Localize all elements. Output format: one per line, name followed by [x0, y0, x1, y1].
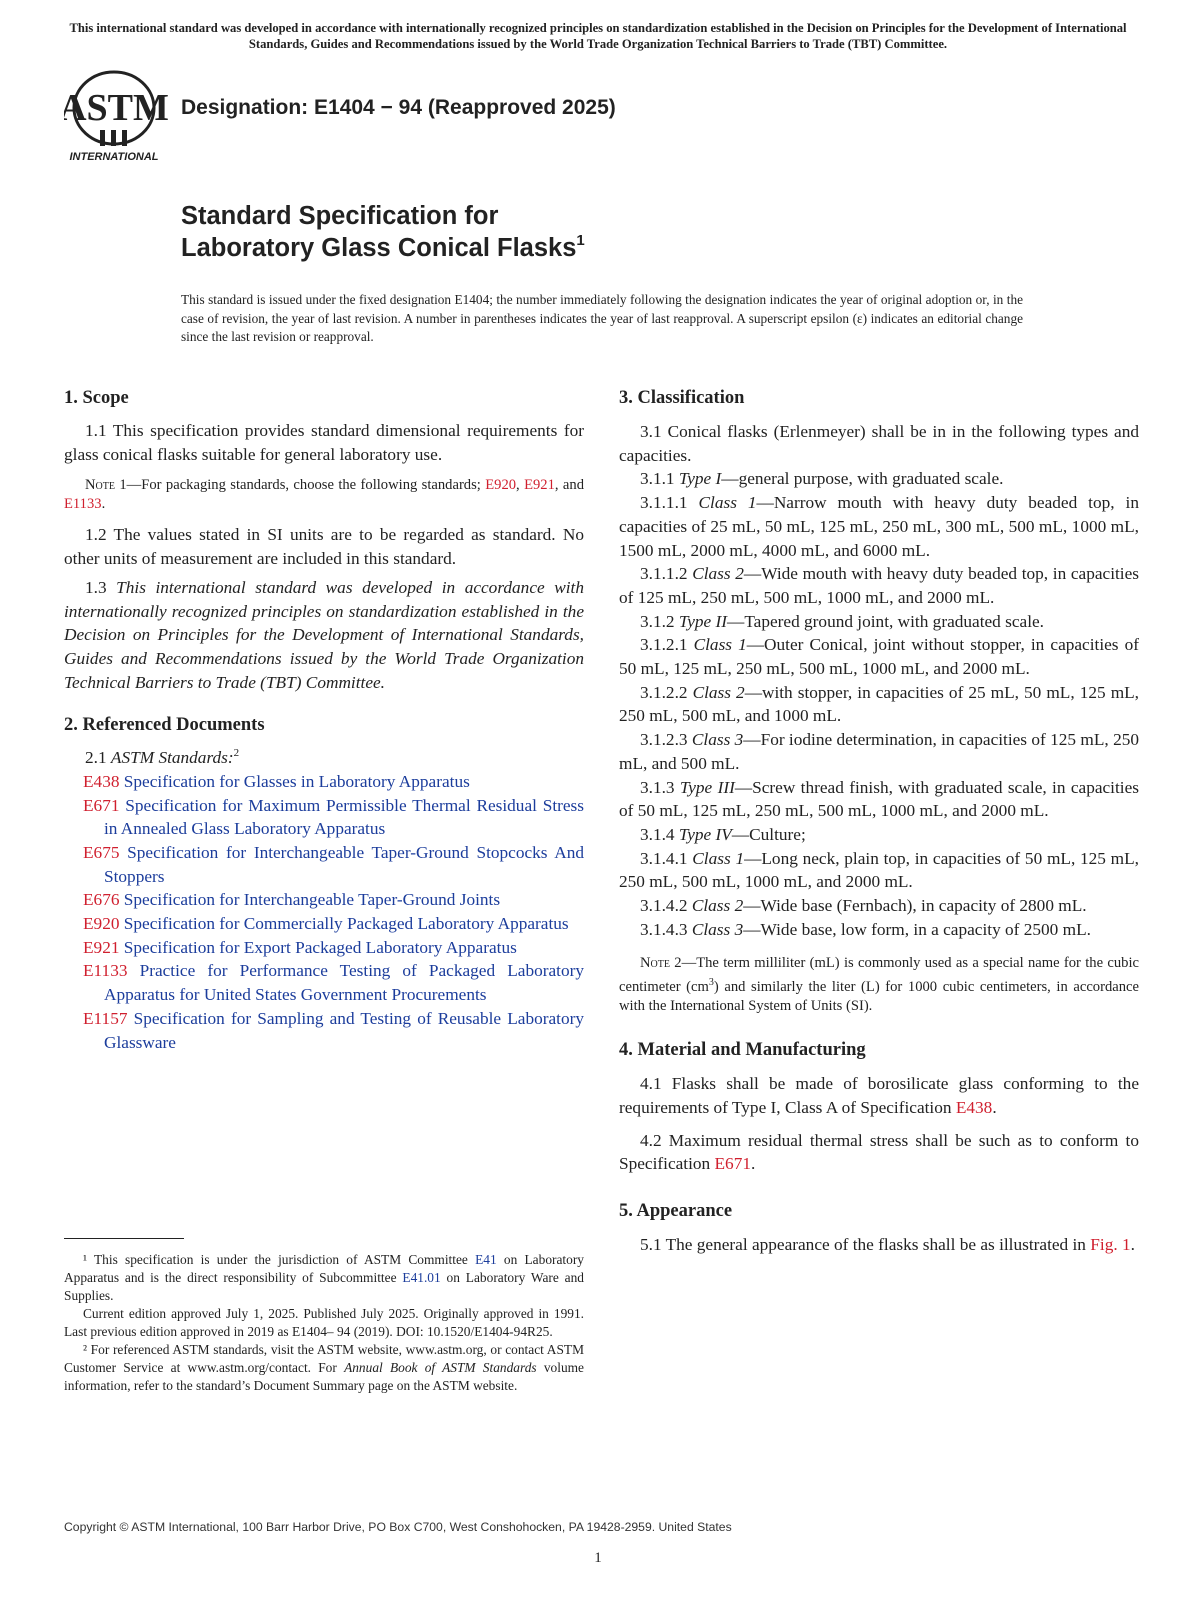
page-title — [181, 200, 585, 264]
ref-code[interactable]: E671 — [83, 795, 120, 815]
ref-item — [64, 794, 584, 841]
class-item: 3.1.2.2 Class 2—with stopper, in capacities of 25 mL, 50 mL, 125 mL, 250 mL, 500 mL, and 1000 mL. — [619, 682, 1140, 726]
class-item: 3.1.4.3 Class 3—Wide base, low form, in a capacity of 2500 mL. — [640, 919, 1091, 939]
right-column — [619, 386, 1139, 1257]
top-notice: This international standard was developed in accordance with internationally recognized principles on standardization established in the Decision on Principles for the Development of International Standards, Guides and Recommendations issued by the World Trade Organization Technical Barriers to Trade (TBT) Committee. — [69, 21, 1127, 51]
section-4-heading: 4. Material and Manufacturing — [619, 1040, 866, 1061]
svg-text:INTERNATIONAL: INTERNATIONAL — [69, 151, 159, 163]
ref-link-e921[interactable]: E921 — [524, 477, 555, 494]
ref-item — [64, 841, 584, 888]
ref-title[interactable]: Specification for Glasses in Laboratory Apparatus — [119, 771, 470, 791]
ref-link-e920[interactable]: E920 — [485, 477, 517, 494]
para-1-1: 1.1 This specification provides standard dimensional requirements for glass conical flasks suitable for general laboratory use. — [64, 421, 584, 464]
title-footnote-mark: 1 — [576, 232, 585, 249]
footnote-1-edition: Current edition approved July 1, 2025. Published July 2025. Originally approved in 1991. Last previous edition approved in 2019 as E1404– 94 (2019). DOI: 10.1520/E1404-94R25. — [64, 1306, 584, 1339]
ref-code[interactable]: E920 — [83, 914, 120, 934]
ref-item — [64, 912, 584, 936]
ref-link-e438[interactable]: E438 — [955, 1098, 993, 1118]
class-item: 3.1.2 Type II—Tapered ground joint, with graduated scale. — [640, 611, 1044, 631]
title-line-1: Standard Specification for — [181, 202, 499, 230]
subcommittee-link[interactable]: E41.01 — [402, 1270, 441, 1285]
ref-code[interactable]: E438 — [83, 771, 120, 791]
title-line-2: Laboratory Glass Conical Flasks — [181, 234, 577, 262]
classification-list — [619, 467, 1139, 941]
committee-link[interactable]: E41 — [475, 1252, 497, 1267]
ref-code[interactable]: E1157 — [83, 1008, 128, 1028]
ref-title[interactable]: Specification for Interchangeable Taper-Ground Stopcocks And Stoppers — [104, 842, 584, 886]
footnotes — [64, 1238, 584, 1395]
class-item: 3.1.4.2 Class 2—Wide base (Fernbach), in capacity of 2800 mL. — [640, 896, 1087, 916]
class-item: 3.1.1.2 Class 2—Wide mouth with heavy duty beaded top, in capacities of 125 mL, 250 mL, 500 mL, 1000 mL, and 2000 mL. — [619, 564, 1139, 607]
class-item: 3.1.2.3 Class 3—For iodine determination, in capacities of 125 mL, 250 mL, and 500 mL. — [619, 730, 1139, 773]
ref-item — [64, 770, 584, 794]
para-2-1: 2.1 ASTM Standards:$^2$ — [85, 747, 240, 768]
section-3-heading: 3. Classification — [619, 388, 745, 408]
section-2-heading: 2. Referenced Documents — [64, 715, 265, 736]
reference-list — [64, 770, 584, 1054]
ref-link-e671[interactable]: E671 — [714, 1154, 751, 1174]
page-number: 1 — [594, 1550, 602, 1566]
ref-item — [64, 936, 584, 960]
svg-text:ASTM: ASTM — [64, 87, 169, 129]
figure-1-link[interactable]: Fig. 1 — [1090, 1235, 1131, 1255]
ref-link-e1133[interactable]: E1133 — [64, 496, 102, 513]
ref-title[interactable]: Practice for Performance Testing of Packaged Laboratory Apparatus for United States Government Procurements — [104, 961, 584, 1005]
note-1: Note 1—For packaging standards, choose the following standards; E920, E921, and E1133. — [64, 477, 584, 513]
ref-code[interactable]: E675 — [83, 842, 120, 862]
section-1-heading: 1. Scope — [64, 388, 129, 408]
ref-title[interactable]: Specification for Sampling and Testing of Reusable Laboratory Glassware — [104, 1008, 584, 1052]
footnote-1: ¹ This specification is under the jurisdiction of ASTM Committee E41 on Laboratory Apparatus and is the direct responsibility of Subcommittee E41.01 on Laboratory Ware and Supplies. — [64, 1252, 584, 1303]
section-5-heading: 5. Appearance — [619, 1201, 733, 1222]
para-1-3: 1.3 This international standard was developed in accordance with internationally recognized principles on standardization established in the Decision on Principles for the Development of International Standards, Guides and Recommendations issued by the World Trade Organization Technical Barriers to Trade (TBT) Committee. — [64, 577, 584, 692]
ref-title[interactable]: Specification for Commercially Packaged Laboratory Apparatus — [119, 914, 569, 934]
class-item: 3.1.1.1 Class 1—Narrow mouth with heavy duty beaded top, in capacities of 25 mL, 50 mL, 125 mL, 250 mL, 300 mL, 500 mL, 1000 mL, 1500 mL, 2000 mL, 4000 mL, and 6000 mL. — [619, 493, 1139, 560]
class-item: 3.1.1 Type I—general purpose, with graduated scale. — [640, 469, 1004, 489]
class-item: 3.1.2.1 Class 1—Outer Conical, joint without stopper, in capacities of 50 mL, 125 mL, 250 mL, 500 mL, 1000 mL, and 2000 mL. — [619, 635, 1139, 679]
ref-code[interactable]: E921 — [83, 937, 120, 957]
copyright-footer: Copyright © ASTM International, 100 Barr Harbor Drive, PO Box C700, West Conshohocken, PA 19428-2959. United States — [64, 1520, 732, 1534]
issue-note: This standard is issued under the fixed designation E1404; the number immediately following the designation indicates the year of original adoption or, in the case of revision, the year of last revision. A number in parentheses indicates the year of last reapproval. A superscript epsilon (ε) indicates an editorial change since the last revision or reapproval. — [181, 292, 1023, 344]
ref-code[interactable]: E676 — [83, 890, 120, 910]
note-2: Note 2—The term milliliter (mL) is commonly used as a special name for the cubic centimeter $(cm^3)$ and similarly the liter (L) for 1000 cubic centimeters, in accordance with the International System of Units (SI). — [619, 955, 1139, 1015]
ref-code[interactable]: E1133 — [83, 961, 128, 981]
left-column — [64, 386, 584, 1054]
ref-item — [64, 888, 584, 912]
para-1-2: 1.2 The values stated in SI units are to be regarded as standard. No other units of measurement are included in this standard. — [64, 525, 584, 569]
ref-title[interactable]: Specification for Maximum Permissible Thermal Residual Stress in Annealed Glass Laboratory Apparatus — [104, 795, 584, 839]
para-4-1: 4.1 Flasks shall be made of borosilicate glass conforming to the requirements of Type I, Class A of Specification E438. — [619, 1074, 1139, 1118]
class-item: 3.1.3 Type III—Screw thread finish, with graduated scale, in capacities of 50 mL, 125 mL, 250 mL, 500 mL, 1000 mL, and 2000 mL. — [619, 777, 1139, 821]
footnote-rule — [64, 1238, 184, 1239]
class-item: 3.1.4 Type IV—Culture; — [640, 824, 806, 844]
ref-item — [64, 1007, 584, 1054]
astm-logo — [64, 68, 170, 164]
para-5-1: 5.1 The general appearance of the flasks shall be as illustrated in Fig. 1. — [640, 1235, 1135, 1255]
para-4-2: 4.2 Maximum residual thermal stress shall be such as to conform to Specification E671. — [619, 1130, 1139, 1174]
ref-title[interactable]: Specification for Interchangeable Taper-Ground Joints — [119, 890, 501, 910]
class-item: 3.1.4.1 Class 1—Long neck, plain top, in capacities of 50 mL, 125 mL, 250 mL, 500 mL, 1000 mL, and 2000 mL. — [619, 848, 1139, 892]
ref-title[interactable]: Specification for Export Packaged Laboratory Apparatus — [119, 937, 517, 957]
ref-item — [64, 959, 584, 1006]
para-3-1: 3.1 Conical flasks (Erlenmeyer) shall be in in the following types and capacities. — [619, 422, 1139, 465]
designation: Designation: E1404 − 94 (Reapproved 2025) — [181, 96, 616, 119]
footnote-2: ² For referenced ASTM standards, visit the ASTM website, www.astm.org, or contact ASTM Customer Service at www.astm.org/contact. For Annual Book of ASTM Standards volume information, refer to the standard’s Document Summary page on the ASTM website. — [64, 1342, 584, 1393]
